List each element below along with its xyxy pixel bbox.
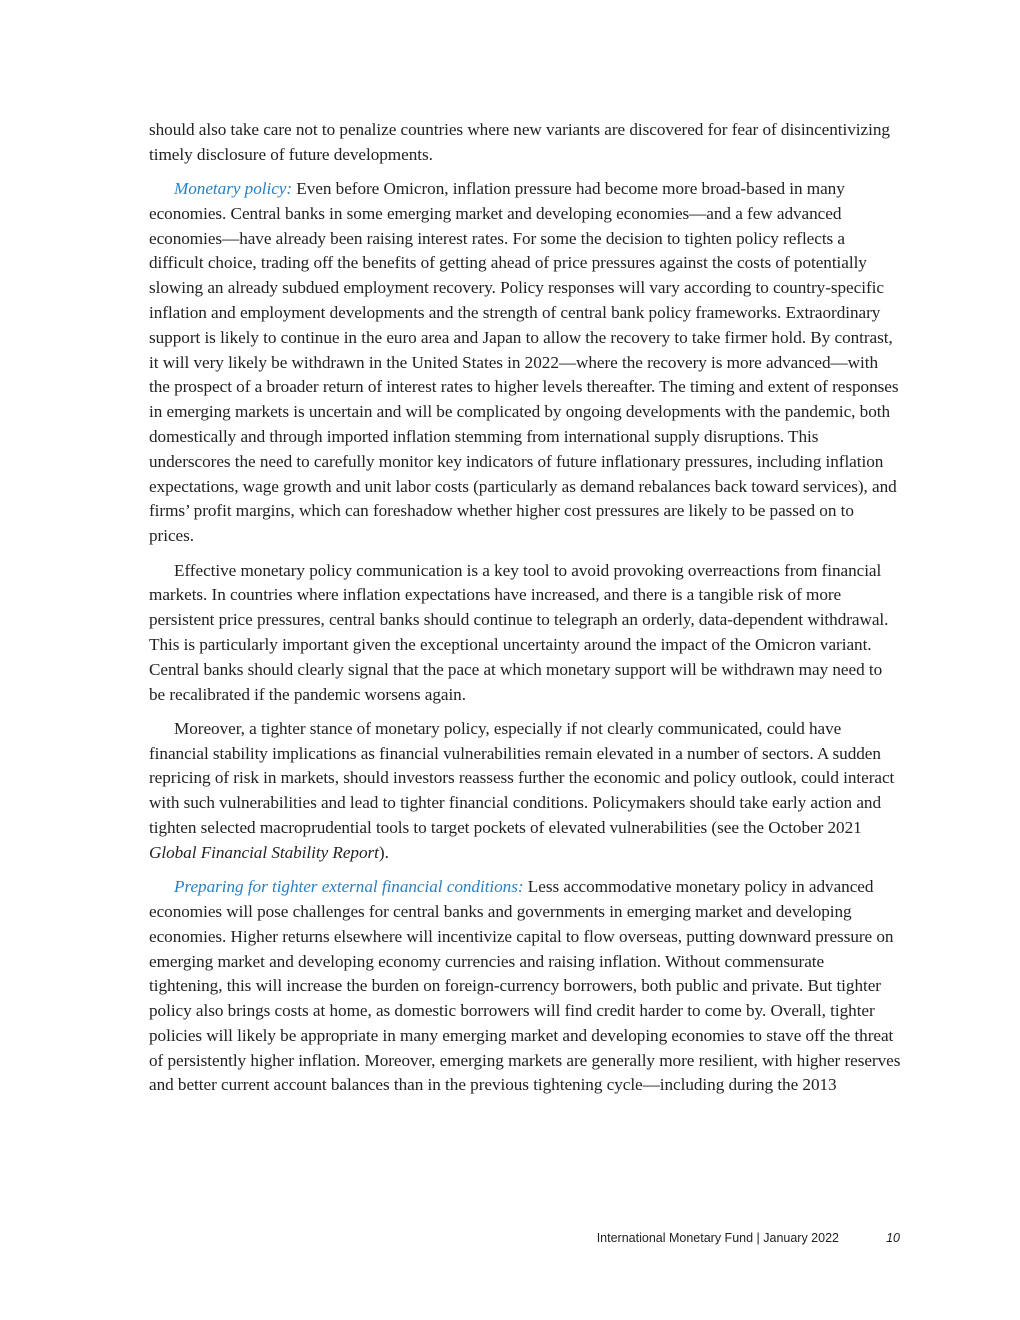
paragraph-text: Even before Omicron, inflation pressure had become more broad-based in many economies. Central banks in some emerging market and developing economies—and a few advanced economies—have already been raising interest rates. For some the decision to tighten policy reflects a difficult choice, trading off the benefits of getting ahead of price pressures against the costs of potentially slowing an already subdued employment recovery. Policy responses will vary according to country-specific inflation and employment developments and the strength of central bank policy frameworks. Extraordinary support is likely to continue in the euro area and Japan to allow the recovery to take firmer hold. By contrast, it will very likely be withdrawn in the United States in 2022—where the recovery is more advanced—with the prospect of a broader return of interest rates to higher levels thereafter. The timing and extent of responses in emerging markets is uncertain and will be complicated by ongoing developments with the pandemic, both domestically and through imported inflation stemming from international supply disruptions. This underscores the need to carefully monitor key indicators of future inflationary pressures, including inflation expectations, wage growth and unit labor costs (particularly as demand rebalances back toward services), and firms’ profit margins, which can foreshadow whether higher cost pressures are likely to be passed on to prices. — [149, 179, 899, 546]
paragraph-external-conditions — [149, 875, 901, 1098]
paragraph-text-tail: ). — [378, 842, 389, 862]
paragraph-policy-communication — [149, 559, 901, 708]
paragraph-text: Effective monetary policy communication is a key tool to avoid provoking overreactions from financial markets. In countries where inflation expectations have increased, and there is a tangible risk of more persistent price pressures, central banks should continue to telegraph an orderly, data-dependent withdrawal. This is particularly important given the exceptional uncertainty around the impact of the Omicron variant. Central banks should clearly signal that the pace at which monetary support will be withdrawn may need to be recalibrated if the pandemic worsens again. — [149, 560, 889, 704]
body-text — [149, 118, 901, 1108]
report-title-reference: Global Financial Stability Report — [149, 842, 379, 862]
paragraph-financial-stability — [149, 717, 901, 866]
paragraph-text: should also take care not to penalize countries where new variants are discovered for fear of disincentivizing timely disclosure of future developments. — [149, 120, 890, 164]
run-in-heading-monetary-policy: Monetary policy: — [174, 179, 293, 199]
run-in-heading-external-conditions: Preparing for tighter external financial conditions: — [174, 877, 524, 897]
paragraph-text: Less accommodative monetary policy in advanced economies will pose challenges for central banks and governments in emerging market and developing economies. Higher returns elsewhere will incentivize capital to flow overseas, putting downward pressure on emerging market and developing economy currencies and raising inflation. Without commensurate tightening, this will increase the burden on foreign-currency borrowers, both public and private. But tighter policy also brings costs at home, as domestic borrowers will find credit harder to come by. Overall, tighter policies will likely be appropriate in many emerging market and developing economies to stave off the threat of persistently higher inflation. Moreover, emerging markets are generally more resilient, with higher reserves and better current account balances than in the previous tightening cycle—including during the 2013 — [149, 877, 901, 1095]
paragraph-text: Moreover, a tighter stance of monetary policy, especially if not clearly communicated, could have financial stability implications as financial vulnerabilities remain elevated in a number of sectors. A sudden repricing of risk in markets, should investors reassess further the economic and policy outlook, could interact with such vulnerabilities and lead to tighter financial conditions. Policymakers should take early action and tighten selected macroprudential tools to target pockets of elevated vulnerabilities (see the October 2021 — [149, 718, 895, 838]
page-number: 10 — [886, 1231, 900, 1245]
footer-publisher-date: International Monetary Fund | January 2022 — [596, 1231, 839, 1245]
page-footer — [0, 1231, 1020, 1251]
paragraph-pandemic-disclosure — [149, 118, 901, 168]
paragraph-monetary-policy — [149, 177, 901, 549]
